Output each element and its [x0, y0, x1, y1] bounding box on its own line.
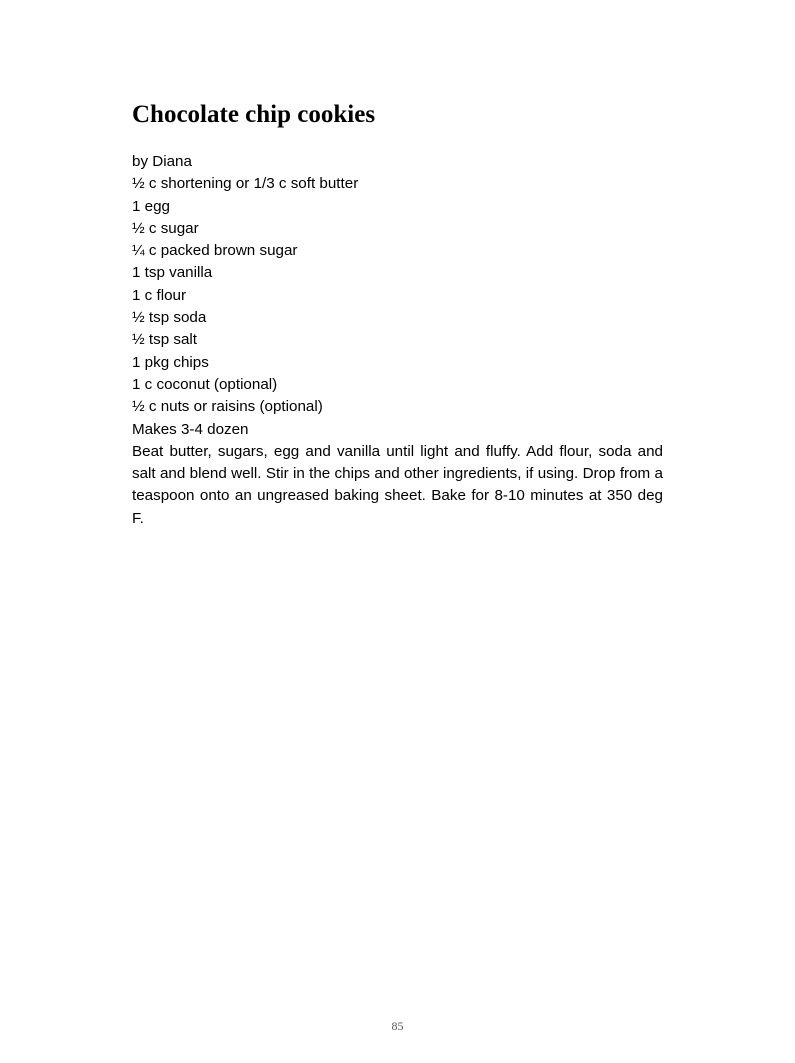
ingredient-item: ½ c nuts or raisins (optional) — [132, 398, 323, 416]
ingredient-item: ½ c shortening or 1/3 c soft butter — [132, 175, 359, 193]
recipe-instructions: Beat butter, sugars, egg and vanilla until light and fluffy. Add flour, soda and salt and blend well. Stir in the chips and other ingredients, if using. Drop from a teaspoon onto an ungreased baking sheet. Bake for 8-10 minutes at 350 deg F. — [132, 442, 663, 527]
recipe-yield: Makes 3-4 dozen — [132, 420, 249, 438]
recipe-author: by Diana — [132, 153, 192, 170]
ingredient-item: 1 c flour — [132, 286, 187, 304]
ingredient-item: 1 egg — [132, 197, 171, 215]
recipe-body — [132, 151, 663, 530]
ingredient-item: ¼ c packed brown sugar — [132, 242, 298, 260]
page-number: 85 — [391, 1019, 404, 1033]
ingredient-item: ½ c sugar — [132, 219, 199, 237]
ingredient-item: ½ tsp soda — [132, 309, 207, 327]
ingredient-item: 1 pkg chips — [132, 353, 209, 371]
ingredient-item: 1 c coconut (optional) — [132, 375, 278, 393]
ingredient-item: 1 tsp vanilla — [132, 264, 213, 282]
ingredient-item: ½ tsp salt — [132, 331, 197, 349]
recipe-title: Chocolate chip cookies — [132, 101, 376, 128]
ingredient-list — [132, 173, 663, 418]
